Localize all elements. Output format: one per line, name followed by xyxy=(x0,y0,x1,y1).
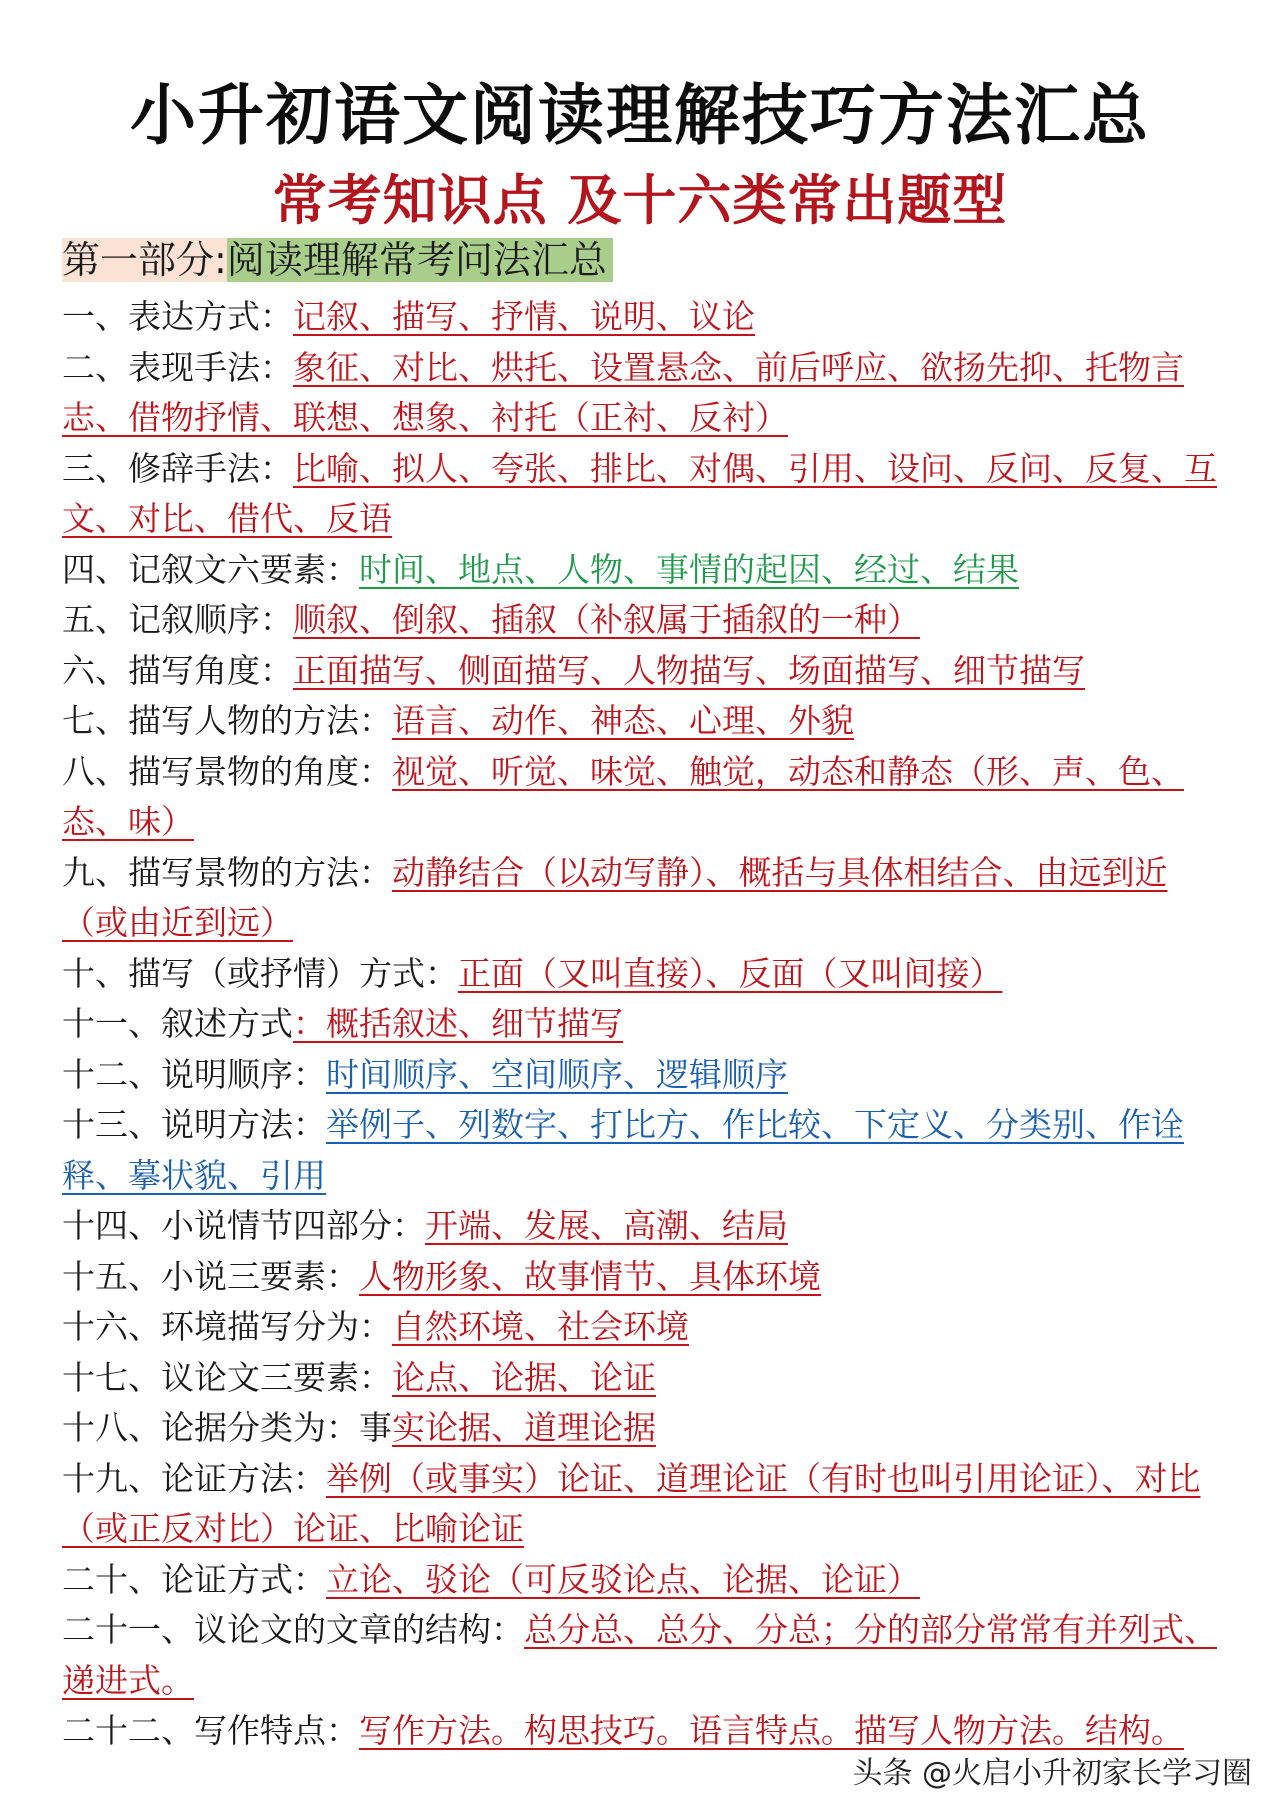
item-answer: 举例（或事实）论证、道理论证（有时也叫引用论证）、对比（或正反对比）论证、比喻论证 xyxy=(62,1458,1201,1548)
item-answer: 语言、动作、神态、心理、外貌 xyxy=(392,701,854,740)
list-item xyxy=(62,1050,1222,1101)
item-label: 二十二、写作特点： xyxy=(62,1711,359,1750)
item-label: 二十、论证方式： xyxy=(62,1559,326,1599)
list-item xyxy=(62,848,1222,949)
list-item xyxy=(62,696,1222,747)
item-answer: 动静结合（以动写静）、概括与具体相结合、由远到近（或由近到远） xyxy=(62,852,1168,942)
list-item xyxy=(62,1403,1222,1454)
list-item xyxy=(62,1454,1222,1555)
list-item xyxy=(62,595,1222,646)
item-label: 十二、说明顺序： xyxy=(62,1054,326,1094)
item-label: 八、描写景物的角度： xyxy=(62,751,392,791)
list-item xyxy=(62,444,1222,545)
list-item xyxy=(62,545,1222,596)
list-item xyxy=(62,1252,1222,1303)
item-label: 十三、说明方法： xyxy=(62,1105,326,1144)
item-label: 十九、论证方法： xyxy=(62,1458,326,1498)
list-item xyxy=(62,1353,1222,1404)
item-answer: 自然环境、社会环境 xyxy=(392,1307,689,1346)
item-answer: 实论据、道理论据 xyxy=(392,1408,656,1447)
item-answer: 顺叙、倒叙、插叙（补叙属于插叙的一种） xyxy=(293,600,920,639)
item-label: 十七、议论文三要素： xyxy=(62,1357,392,1397)
watermark-footer: 头条 @火启小升初家长学习圈 xyxy=(852,1756,1252,1791)
item-answer: 开端、发展、高潮、结局 xyxy=(425,1206,788,1245)
item-answer: 举例子、列数字、打比方、作比较、下定义、分类别、作诠释、摹状貌、引用 xyxy=(62,1105,1184,1195)
item-label: 二十一、议论文的文章的结构： xyxy=(62,1610,524,1649)
list-item xyxy=(62,1605,1222,1706)
item-answer: 人物形象、故事情节、具体环境 xyxy=(359,1256,821,1296)
item-answer: 正面描写、侧面描写、人物描写、场面描写、细节描写 xyxy=(293,650,1085,690)
item-label: 一、表达方式： xyxy=(62,297,293,336)
section-heading xyxy=(62,230,613,290)
item-answer: 写作方法。构思技巧。语言特点。描写人物方法。结构。 xyxy=(359,1711,1184,1750)
item-label: 六、描写角度： xyxy=(62,650,293,690)
item-label: 十六、环境描写分为： xyxy=(62,1307,392,1346)
page-title: 小升初语文阅读理解技巧方法汇总 xyxy=(130,76,1150,154)
page-subtitle: 常考知识点 及十六类常出题型 xyxy=(272,168,1008,232)
item-label: 三、修辞手法： xyxy=(62,448,293,488)
item-answer: 正面（又叫直接）、反面（又叫间接） xyxy=(458,953,1003,993)
list-item xyxy=(62,1302,1222,1353)
list-item xyxy=(62,292,1222,343)
item-label: 十一、叙述方式 xyxy=(62,1004,293,1043)
item-answer: 时间、地点、人物、事情的起因、经过、结果 xyxy=(359,549,1019,589)
item-answer: 比喻、拟人、夸张、排比、对偶、引用、设问、反问、反复、互文、对比、借代、反语 xyxy=(62,448,1217,538)
item-label: 五、记叙顺序： xyxy=(62,600,293,639)
list-item xyxy=(62,999,1222,1050)
item-label: 十四、小说情节四部分： xyxy=(62,1206,425,1245)
list-item xyxy=(62,343,1222,444)
item-label: 七、描写人物的方法： xyxy=(62,701,392,740)
list-item xyxy=(62,1555,1222,1606)
item-label: 四、记叙文六要素： xyxy=(62,549,359,589)
item-label: 十八、论据分类为：事 xyxy=(62,1408,392,1447)
item-label: 十五、小说三要素： xyxy=(62,1256,359,1296)
list-item xyxy=(62,646,1222,697)
item-answer: ：概括叙述、细节描写 xyxy=(293,1004,623,1043)
item-answer: 论点、论据、论证 xyxy=(392,1357,656,1397)
item-answer: 立论、驳论（可反驳论点、论据、论证） xyxy=(326,1559,920,1599)
item-answer: 时间顺序、空间顺序、逻辑顺序 xyxy=(326,1054,788,1094)
item-label: 九、描写景物的方法： xyxy=(62,852,392,892)
item-label: 二、表现手法： xyxy=(62,347,293,387)
section-prefix: 第一部分: xyxy=(62,238,227,282)
item-answer: 象征、对比、烘托、设置悬念、前后呼应、欲扬先抑、托物言志、借物抒情、联想、想象、衬托（正衬、反衬） xyxy=(62,347,1184,437)
list-item xyxy=(62,1201,1222,1252)
list-item xyxy=(62,747,1222,848)
item-answer: 视觉、听觉、味觉、触觉，动态和静态（形、声、色、态、味） xyxy=(62,751,1184,841)
item-answer: 记叙、描写、抒情、说明、议论 xyxy=(293,297,755,336)
list-item xyxy=(62,949,1222,1000)
item-answer: 总分总、总分、分总；分的部分常常有并列式、递进式。 xyxy=(62,1610,1217,1700)
knowledge-list xyxy=(62,292,1222,1757)
list-item xyxy=(62,1100,1222,1201)
section-label: 阅读理解常考问法汇总 xyxy=(227,238,613,282)
item-label: 十、描写（或抒情）方式： xyxy=(62,953,458,993)
